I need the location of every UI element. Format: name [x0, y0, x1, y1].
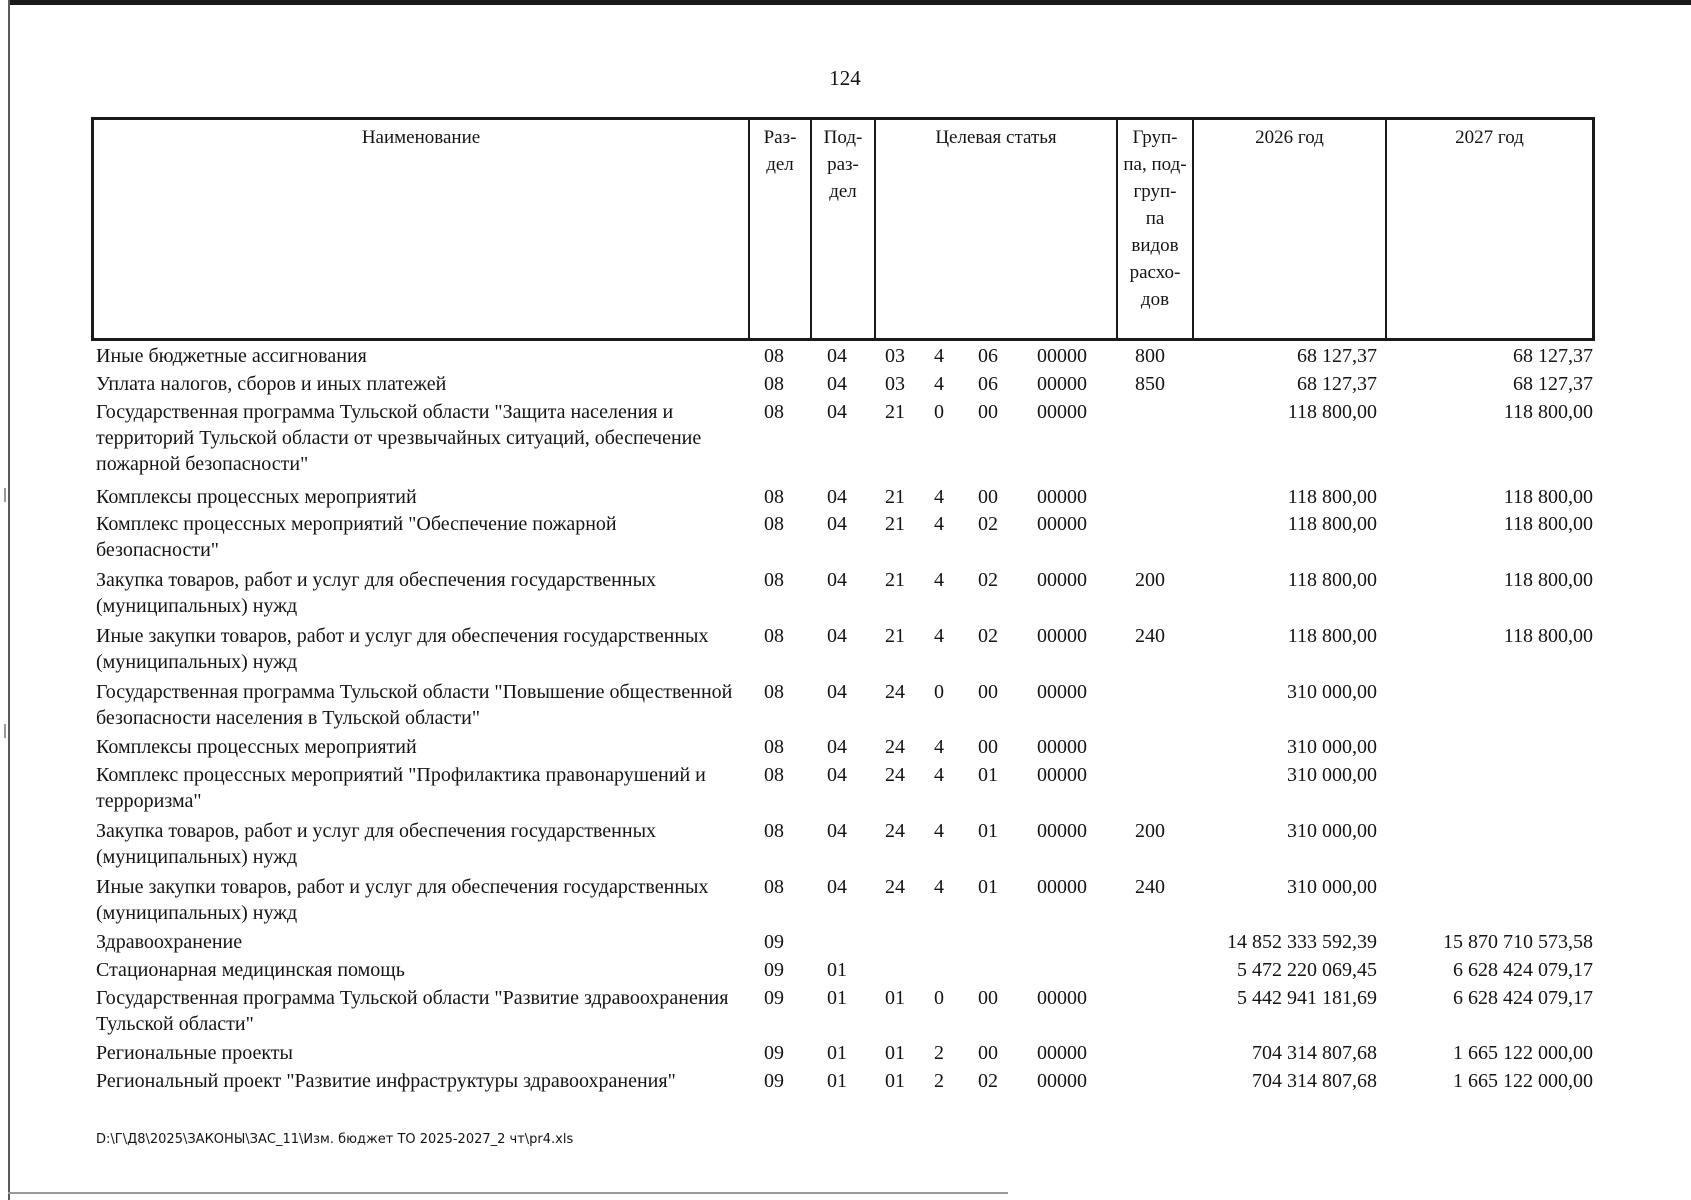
- row-name: Региональные проекты: [96, 1042, 293, 1064]
- row-subsection: 01: [827, 1042, 847, 1064]
- row-target-measure: 00: [978, 736, 998, 758]
- row-section: 08: [764, 681, 784, 703]
- row-amount-2026: 310 000,00: [1287, 681, 1377, 703]
- row-subsection: 04: [827, 764, 847, 786]
- header-name: Наименование: [94, 120, 750, 338]
- row-section: 09: [764, 1042, 784, 1064]
- header-section-line: Раз-: [763, 127, 797, 148]
- row-target-measure: 01: [978, 876, 998, 898]
- row-subsection: 04: [827, 401, 847, 423]
- row-amount-2027: 1 665 122 000,00: [1453, 1070, 1593, 1092]
- row-amount-2026: 310 000,00: [1287, 876, 1377, 898]
- row-target-direction: 00000: [1037, 569, 1087, 591]
- header-group-line: Груп-: [1132, 127, 1178, 148]
- row-section: 08: [764, 345, 784, 367]
- row-target-measure: 02: [978, 625, 998, 647]
- row-amount-2026: 5 442 941 181,69: [1237, 987, 1377, 1009]
- row-target-program: 03: [885, 373, 905, 395]
- row-amount-2027: 68 127,37: [1513, 345, 1593, 367]
- row-target-type: 4: [934, 486, 944, 508]
- row-amount-2027: 118 800,00: [1503, 401, 1593, 423]
- header-group-line: расхо-: [1129, 262, 1181, 283]
- row-target-measure: 00: [978, 681, 998, 703]
- row-target-program: 01: [885, 1042, 905, 1064]
- row-target-direction: 00000: [1037, 345, 1087, 367]
- row-target-program: 24: [885, 736, 905, 758]
- row-amount-2026: 310 000,00: [1287, 820, 1377, 842]
- row-target-direction: 00000: [1037, 681, 1087, 703]
- row-expense-group: 850: [1135, 373, 1165, 395]
- row-target-program: 01: [885, 987, 905, 1009]
- header-subsection-line: Под-: [823, 127, 863, 148]
- row-target-type: 4: [934, 764, 944, 786]
- row-amount-2027: 118 800,00: [1503, 513, 1593, 535]
- scan-artifact-mark: [4, 724, 6, 738]
- row-target-type: 4: [934, 513, 944, 535]
- header-group-line: дов: [1140, 289, 1170, 310]
- row-target-type: 4: [934, 373, 944, 395]
- row-name: Иные закупки товаров, работ и услуг для обеспечения государственных (муниципальных) нужд: [96, 876, 709, 924]
- scan-border-top: [8, 0, 1691, 5]
- row-target-type: 4: [934, 876, 944, 898]
- row-name: Комплексы процессных мероприятий: [96, 486, 417, 508]
- row-section: 08: [764, 373, 784, 395]
- row-name: Государственная программа Тульской области "Защита населения и территорий Тульской области от чрезвычайных ситуаций, обеспечение пожарной безопасности": [96, 401, 702, 475]
- row-target-measure: 00: [978, 1042, 998, 1064]
- row-section: 08: [764, 625, 784, 647]
- row-target-direction: 00000: [1037, 625, 1087, 647]
- row-name: Стационарная медицинская помощь: [96, 959, 405, 981]
- row-expense-group: 240: [1135, 625, 1165, 647]
- row-target-measure: 02: [978, 1070, 998, 1092]
- row-target-measure: 02: [978, 569, 998, 591]
- row-target-direction: 00000: [1037, 401, 1087, 423]
- row-amount-2027: 6 628 424 079,17: [1453, 987, 1593, 1009]
- row-target-program: 03: [885, 345, 905, 367]
- row-subsection: 04: [827, 373, 847, 395]
- row-target-direction: 00000: [1037, 486, 1087, 508]
- row-subsection: 04: [827, 486, 847, 508]
- row-subsection: 04: [827, 736, 847, 758]
- row-amount-2027: 118 800,00: [1503, 486, 1593, 508]
- row-target-measure: 01: [978, 820, 998, 842]
- row-target-direction: 00000: [1037, 736, 1087, 758]
- row-amount-2027: 118 800,00: [1503, 569, 1593, 591]
- row-target-program: 24: [885, 820, 905, 842]
- row-amount-2027: 68 127,37: [1513, 373, 1593, 395]
- row-amount-2026: 704 314 807,68: [1252, 1070, 1377, 1092]
- row-target-program: 01: [885, 1070, 905, 1092]
- row-subsection: 04: [827, 625, 847, 647]
- row-subsection: 04: [827, 513, 847, 535]
- row-target-type: 0: [934, 401, 944, 423]
- table-header: [91, 117, 1595, 341]
- row-amount-2027: 1 665 122 000,00: [1453, 1042, 1593, 1064]
- row-name: Уплата налогов, сборов и иных платежей: [96, 373, 447, 395]
- scan-border-left: [8, 0, 10, 1200]
- row-amount-2026: 118 800,00: [1287, 569, 1377, 591]
- row-target-type: 2: [934, 1070, 944, 1092]
- row-section: 08: [764, 736, 784, 758]
- row-target-direction: 00000: [1037, 876, 1087, 898]
- scan-border-bottom: [8, 1192, 1008, 1194]
- row-target-program: 24: [885, 764, 905, 786]
- row-subsection: 04: [827, 681, 847, 703]
- row-section: 08: [764, 513, 784, 535]
- row-section: 08: [764, 820, 784, 842]
- row-amount-2026: 310 000,00: [1287, 764, 1377, 786]
- scan-artifact-mark: [4, 488, 6, 502]
- row-section: 08: [764, 401, 784, 423]
- row-target-direction: 00000: [1037, 764, 1087, 786]
- row-target-program: 24: [885, 681, 905, 703]
- footer-file-path: D:\Г\Д8\2025\ЗАКОНЫ\ЗАС_11\Изм. бюджет ТО 2025-2027_2 чт\pr4.xls: [96, 1132, 574, 1147]
- header-group-line: па, под-: [1123, 154, 1187, 175]
- row-subsection: 01: [827, 987, 847, 1009]
- row-target-measure: 00: [978, 401, 998, 423]
- row-target-direction: 00000: [1037, 1042, 1087, 1064]
- row-name: Закупка товаров, работ и услуг для обеспечения государственных (муниципальных) нужд: [96, 820, 657, 868]
- header-subsection: [812, 120, 876, 338]
- row-amount-2026: 118 800,00: [1287, 401, 1377, 423]
- row-subsection: 01: [827, 959, 847, 981]
- row-section: 08: [764, 486, 784, 508]
- header-year-2027: 2027 год: [1455, 127, 1524, 148]
- row-amount-2026: 118 800,00: [1287, 513, 1377, 535]
- header-subsection-line: дел: [829, 181, 857, 202]
- row-section: 09: [764, 1070, 784, 1092]
- row-name: Региональный проект "Развитие инфраструктуры здравоохранения": [96, 1070, 676, 1092]
- row-target-type: 4: [934, 736, 944, 758]
- header-group-line: видов: [1131, 235, 1179, 256]
- header-year-2026: 2026 год: [1194, 120, 1387, 338]
- header-section-line: дел: [766, 154, 794, 175]
- row-amount-2027: 6 628 424 079,17: [1453, 959, 1593, 981]
- row-name: Комплексы процессных мероприятий: [96, 736, 417, 758]
- row-amount-2026: 68 127,37: [1297, 373, 1377, 395]
- row-target-program: 21: [885, 513, 905, 535]
- row-section: 08: [764, 764, 784, 786]
- row-subsection: 04: [827, 569, 847, 591]
- row-name: Государственная программа Тульской области "Развитие здравоохранения Тульской области": [96, 987, 729, 1035]
- row-subsection: 04: [827, 820, 847, 842]
- header-group-line: груп-: [1133, 181, 1177, 202]
- header-group-line: па: [1145, 208, 1165, 229]
- row-amount-2026: 310 000,00: [1287, 736, 1377, 758]
- row-subsection: 01: [827, 1070, 847, 1092]
- row-target-direction: 00000: [1037, 1070, 1087, 1092]
- row-amount-2026: 5 472 220 069,45: [1237, 959, 1377, 981]
- row-section: 09: [764, 959, 784, 981]
- row-amount-2027: 118 800,00: [1503, 625, 1593, 647]
- header-expense-group: [1118, 120, 1194, 338]
- row-target-direction: 00000: [1037, 373, 1087, 395]
- row-name: Иные закупки товаров, работ и услуг для обеспечения государственных (муниципальных) нужд: [96, 625, 709, 673]
- row-target-measure: 06: [978, 373, 998, 395]
- row-target-measure: 06: [978, 345, 998, 367]
- row-amount-2026: 704 314 807,68: [1252, 1042, 1377, 1064]
- row-name: Иные бюджетные ассигнования: [96, 345, 367, 367]
- row-name: Закупка товаров, работ и услуг для обеспечения государственных (муниципальных) нужд: [96, 569, 657, 617]
- header-section: [750, 120, 812, 338]
- row-target-program: 24: [885, 876, 905, 898]
- row-target-program: 21: [885, 401, 905, 423]
- row-subsection: 04: [827, 345, 847, 367]
- row-subsection: 04: [827, 876, 847, 898]
- row-section: 09: [764, 987, 784, 1009]
- row-amount-2026: 14 852 333 592,39: [1227, 931, 1377, 953]
- row-target-direction: 00000: [1037, 820, 1087, 842]
- row-amount-2026: 118 800,00: [1287, 625, 1377, 647]
- row-target-type: 4: [934, 569, 944, 591]
- row-target-type: 2: [934, 1042, 944, 1064]
- row-target-direction: 00000: [1037, 513, 1087, 535]
- row-target-measure: 02: [978, 513, 998, 535]
- page-number: 124: [829, 66, 861, 90]
- row-amount-2026: 118 800,00: [1287, 486, 1377, 508]
- row-section: 09: [764, 931, 784, 953]
- row-expense-group: 800: [1135, 345, 1165, 367]
- row-target-program: 21: [885, 569, 905, 591]
- header-target-article: Целевая статья: [876, 120, 1118, 338]
- row-name: Комплекс процессных мероприятий "Профилактика правонарушений и терроризма": [96, 764, 706, 812]
- row-section: 08: [764, 876, 784, 898]
- row-amount-2027: 15 870 710 573,58: [1443, 931, 1593, 953]
- row-target-type: 4: [934, 345, 944, 367]
- row-target-type: 0: [934, 987, 944, 1009]
- row-name: Здравоохранение: [96, 931, 243, 953]
- row-name: Комплекс процессных мероприятий "Обеспечение пожарной безопасности": [96, 513, 617, 561]
- row-target-program: 21: [885, 625, 905, 647]
- row-expense-group: 200: [1135, 569, 1165, 591]
- row-target-measure: 00: [978, 486, 998, 508]
- row-target-type: 4: [934, 820, 944, 842]
- row-section: 08: [764, 569, 784, 591]
- row-amount-2026: 68 127,37: [1297, 345, 1377, 367]
- header-subsection-line: раз-: [827, 154, 859, 175]
- row-target-measure: 00: [978, 987, 998, 1009]
- row-target-measure: 01: [978, 764, 998, 786]
- row-target-program: 21: [885, 486, 905, 508]
- row-target-type: 4: [934, 625, 944, 647]
- row-expense-group: 200: [1135, 820, 1165, 842]
- row-expense-group: 240: [1135, 876, 1165, 898]
- row-target-type: 0: [934, 681, 944, 703]
- row-name: Государственная программа Тульской области "Повышение общественной безопасности населения в Тульской области": [96, 681, 733, 729]
- row-target-direction: 00000: [1037, 987, 1087, 1009]
